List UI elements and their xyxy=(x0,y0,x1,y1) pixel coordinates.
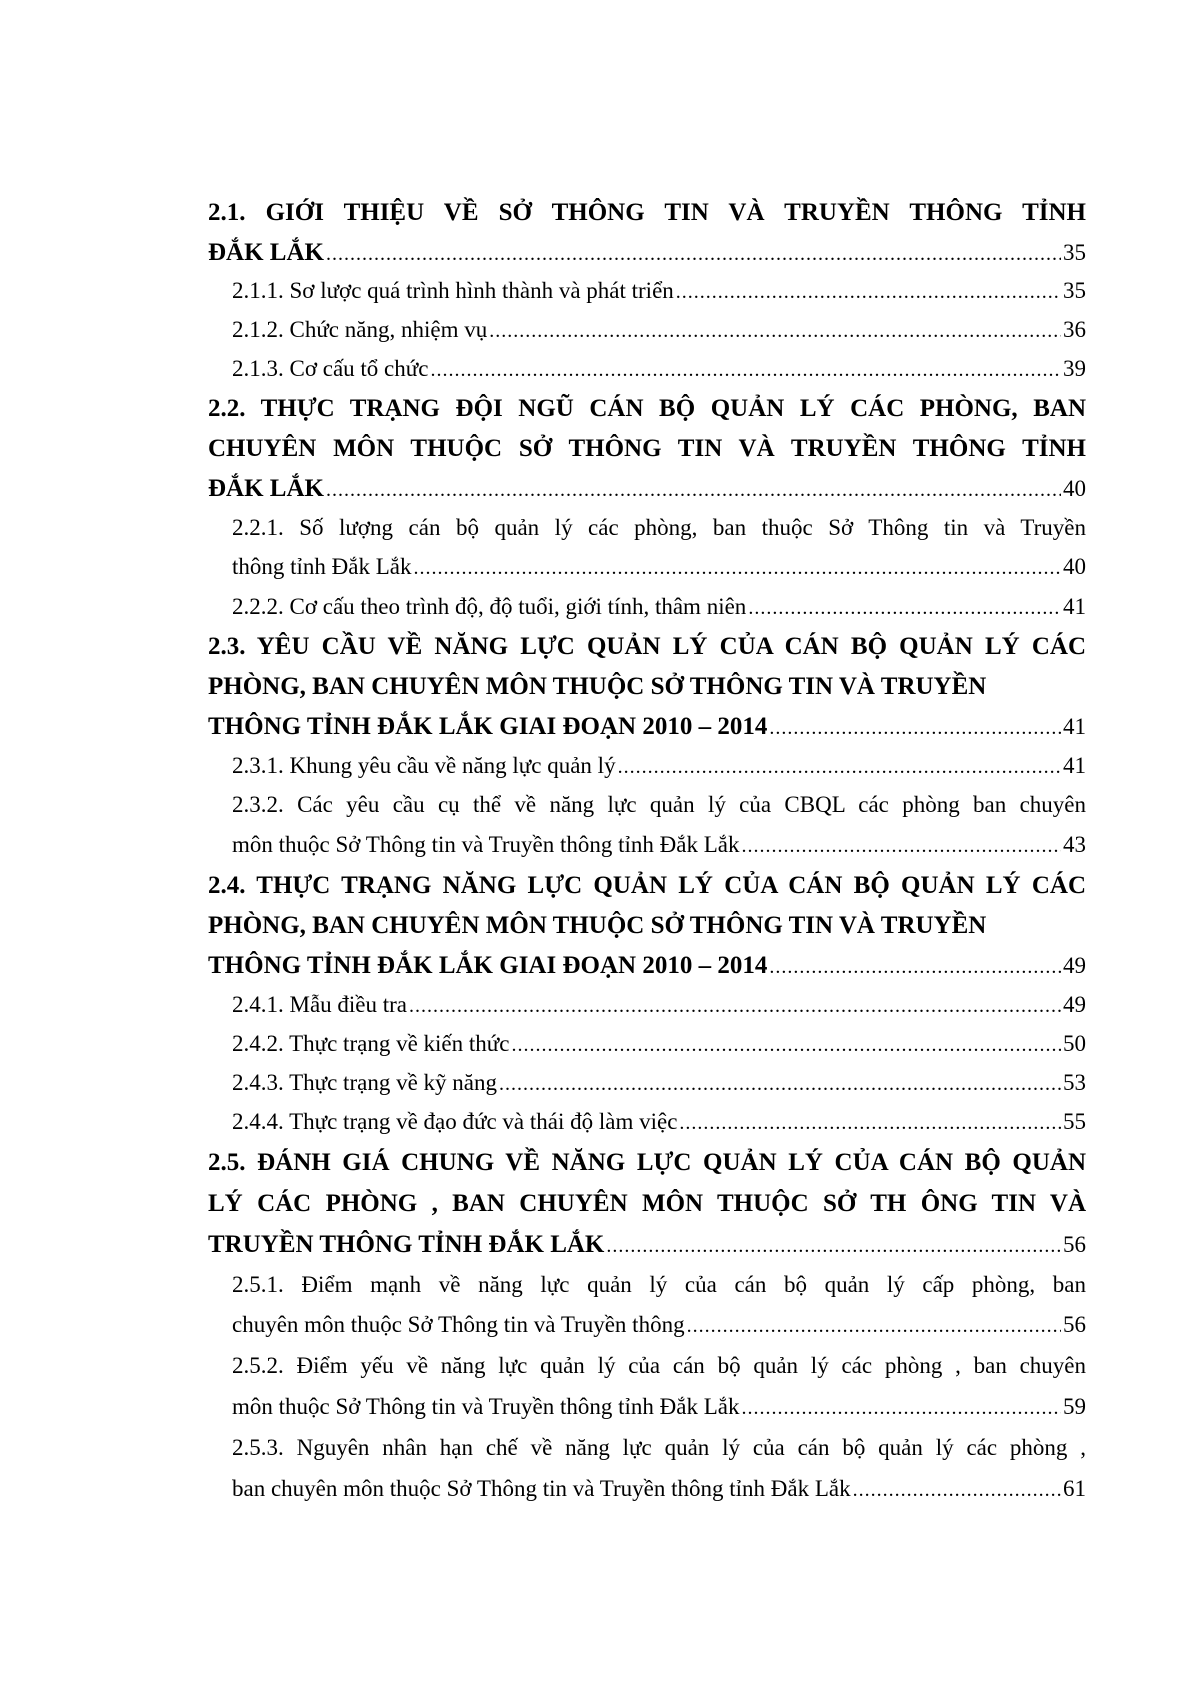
page-number: 40 xyxy=(1063,476,1086,501)
toc-entry-text: 2.4.4. Thực trạng về đạo đức và thái độ làm việc xyxy=(232,1109,678,1134)
toc-entry-2-4-1[interactable] xyxy=(232,985,1086,1025)
toc-heading-2-4-line2: PHÒNG, BAN CHUYÊN MÔN THUỘC SỞ THÔNG TIN VÀ TRUYỀN xyxy=(208,912,987,939)
toc-entry-text: ban chuyên môn thuộc Sở Thông tin và Truyền thông tỉnh Đắk Lắk xyxy=(232,1476,851,1501)
toc-entry-2-5-3-line1: 2.5.3. Nguyên nhân hạn chế về năng lực quản lý của cán bộ quản lý các phòng , xyxy=(232,1435,1086,1460)
page-number: 56 xyxy=(1063,1232,1086,1257)
dot-leader xyxy=(499,1064,1061,1103)
toc-heading-2-4-line3[interactable] xyxy=(208,946,1086,986)
page-number: 41 xyxy=(1063,753,1086,778)
toc-entry-2-4-3[interactable] xyxy=(232,1063,1086,1103)
toc-heading-2-3-line2: PHÒNG, BAN CHUYÊN MÔN THUỘC SỞ THÔNG TIN VÀ TRUYỀN xyxy=(208,673,987,700)
toc-entry-text: 2.4.1. Mẫu điều tra xyxy=(232,992,408,1017)
toc-entry-2-5-2-line2[interactable] xyxy=(232,1387,1086,1427)
toc-entry-2-3-1[interactable] xyxy=(232,746,1086,786)
toc-entry-text: 2.3.1. Khung yêu cầu về năng lực quản lý xyxy=(232,753,616,778)
dot-leader xyxy=(326,234,1061,273)
toc-heading-2-5-line2: LÝ CÁC PHÒNG , BAN CHUYÊN MÔN THUỘC SỞ TH ÔNG TIN VÀ xyxy=(208,1190,1086,1217)
toc-entry-2-5-2-line1: 2.5.2. Điểm yếu về năng lực quản lý của cán bộ quản lý các phòng , ban chuyên xyxy=(232,1353,1086,1378)
toc-entry-2-3-2-line1: 2.3.2. Các yêu cầu cụ thể về năng lực quản lý của CBQL các phòng ban chuyên xyxy=(232,792,1086,817)
toc-heading-2-5-line1: 2.5. ĐÁNH GIÁ CHUNG VỀ NĂNG LỰC QUẢN LÝ CỦA CÁN BỘ QUẢN xyxy=(208,1149,1086,1176)
toc-entry-2-5-3-line2[interactable] xyxy=(232,1469,1086,1509)
toc-entry-2-1-2[interactable] xyxy=(232,310,1086,350)
dot-leader xyxy=(606,1226,1061,1265)
dot-leader xyxy=(679,1103,1061,1142)
toc-entry-text: 2.1.1. Sơ lược quá trình hình thành và phát triển xyxy=(232,278,674,303)
dot-leader xyxy=(742,826,1061,865)
toc-heading-2-2-line2: CHUYÊN MÔN THUỘC SỞ THÔNG TIN VÀ TRUYỀN THÔNG TỈNH xyxy=(208,435,1086,462)
dot-leader xyxy=(742,1388,1061,1427)
toc-entry-2-5-1-line1: 2.5.1. Điểm mạnh về năng lực quản lý của cán bộ quản lý cấp phòng, ban xyxy=(232,1272,1086,1297)
toc-entry-text: thông tỉnh Đắk Lắk xyxy=(232,554,412,579)
dot-leader xyxy=(489,311,1061,350)
page-number: 35 xyxy=(1063,240,1086,265)
toc-entry-text: 2.4.3. Thực trạng về kỹ năng xyxy=(232,1070,497,1095)
toc-entry-text: chuyên môn thuộc Sở Thông tin và Truyền thông xyxy=(232,1312,685,1337)
dot-leader xyxy=(748,588,1061,627)
toc-entry-text: 2.1.2. Chức năng, nhiệm vụ xyxy=(232,317,488,342)
page-number: 61 xyxy=(1063,1476,1086,1501)
page-number: 43 xyxy=(1063,832,1086,857)
toc-entry-2-1-1[interactable] xyxy=(232,271,1086,311)
page-number: 53 xyxy=(1063,1070,1086,1095)
toc-heading-2-3-line1: 2.3. YÊU CẦU VỀ NĂNG LỰC QUẢN LÝ CỦA CÁN BỘ QUẢN LÝ CÁC xyxy=(208,633,1086,660)
toc-entry-text: ĐẮK LẮK xyxy=(208,475,324,502)
page-number: 41 xyxy=(1063,594,1086,619)
dot-leader xyxy=(618,747,1061,786)
dot-leader xyxy=(511,1025,1061,1064)
toc-heading-2-3-line3[interactable] xyxy=(208,707,1086,747)
dot-leader xyxy=(326,470,1061,509)
dot-leader xyxy=(853,1470,1061,1509)
page-number: 59 xyxy=(1063,1394,1086,1419)
page-number: 49 xyxy=(1063,953,1086,978)
toc-entry-2-2-2[interactable] xyxy=(232,587,1086,627)
dot-leader xyxy=(687,1306,1061,1345)
toc-entry-2-3-2-line2[interactable] xyxy=(232,825,1086,865)
dot-leader xyxy=(676,272,1061,311)
toc-entry-text: 2.2.2. Cơ cấu theo trình độ, độ tuổi, giới tính, thâm niên xyxy=(232,594,747,619)
toc-entry-2-4-2[interactable] xyxy=(232,1024,1086,1064)
toc-entry-text: môn thuộc Sở Thông tin và Truyền thông tỉnh Đắk Lắk xyxy=(232,832,740,857)
dot-leader xyxy=(769,708,1061,747)
toc-entry-text: THÔNG TỈNH ĐẮK LẮK GIAI ĐOẠN 2010 – 2014 xyxy=(208,952,768,979)
page-number: 39 xyxy=(1063,356,1086,381)
page-number: 40 xyxy=(1063,554,1086,579)
page-number: 50 xyxy=(1063,1031,1086,1056)
toc-entry-text: TRUYỀN THÔNG TỈNH ĐẮK LẮK xyxy=(208,1231,605,1258)
toc-entry-2-1-3[interactable] xyxy=(232,349,1086,389)
page-number: 55 xyxy=(1063,1109,1086,1134)
page-number: 41 xyxy=(1063,714,1086,739)
dot-leader xyxy=(414,548,1062,587)
toc-heading-2-5-line3[interactable] xyxy=(208,1225,1086,1265)
toc-entry-2-2-1-line1: 2.2.1. Số lượng cán bộ quản lý các phòng, ban thuộc Sở Thông tin và Truyền xyxy=(232,515,1086,540)
dot-leader xyxy=(769,947,1061,986)
dot-leader xyxy=(409,986,1061,1025)
page-number: 56 xyxy=(1063,1312,1086,1337)
toc-entry-2-2-1-line2[interactable] xyxy=(232,547,1086,587)
toc-entry-2-4-4[interactable] xyxy=(232,1102,1086,1142)
toc-heading-2-1-line1: 2.1. GIỚI THIỆU VỀ SỞ THÔNG TIN VÀ TRUYỀN THÔNG TỈNH xyxy=(208,199,1086,226)
toc-heading-2-2-line3[interactable] xyxy=(208,469,1086,509)
page-number: 36 xyxy=(1063,317,1086,342)
toc-entry-text: môn thuộc Sở Thông tin và Truyền thông tỉnh Đắk Lắk xyxy=(232,1394,740,1419)
page-number: 49 xyxy=(1063,992,1086,1017)
page-number: 35 xyxy=(1063,278,1086,303)
toc-heading-2-2-line1: 2.2. THỰC TRẠNG ĐỘI NGŨ CÁN BỘ QUẢN LÝ CÁC PHÒNG, BAN xyxy=(208,395,1086,422)
toc-entry-2-5-1-line2[interactable] xyxy=(232,1305,1086,1345)
toc-entry-text: THÔNG TỈNH ĐẮK LẮK GIAI ĐOẠN 2010 – 2014 xyxy=(208,713,768,740)
toc-heading-2-1-line2[interactable] xyxy=(208,233,1086,273)
toc-entry-text: 2.4.2. Thực trạng về kiến thức xyxy=(232,1031,510,1056)
toc-heading-2-4-line1: 2.4. THỰC TRẠNG NĂNG LỰC QUẢN LÝ CỦA CÁN BỘ QUẢN LÝ CÁC xyxy=(208,872,1086,899)
toc-entry-text: 2.1.3. Cơ cấu tổ chức xyxy=(232,356,429,381)
dot-leader xyxy=(430,350,1061,389)
toc-entry-text: ĐẮK LẮK xyxy=(208,239,324,266)
